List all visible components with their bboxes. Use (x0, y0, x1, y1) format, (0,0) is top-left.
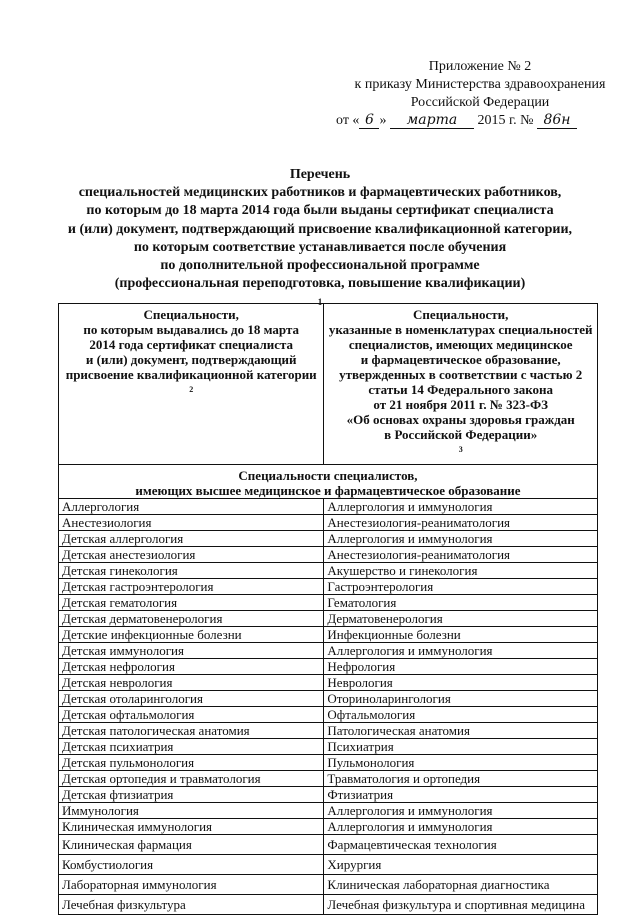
date-mid: » (379, 113, 387, 128)
footnote-mark: 2 (189, 385, 194, 394)
previous-specialty-cell: Лабораторная иммунология (59, 875, 324, 895)
table-row (59, 771, 598, 787)
table-row (59, 803, 598, 819)
table-row (59, 787, 598, 803)
header-line (62, 367, 320, 400)
table-row (59, 579, 598, 595)
previous-specialty-cell: Детская пульмонология (59, 755, 324, 771)
table-row (59, 531, 598, 547)
handwritten-month: марта (390, 112, 474, 129)
header-line: Специальности, (413, 307, 509, 322)
nomenclature-specialty-cell: Пульмонология (324, 755, 598, 771)
nomenclature-specialty-cell: Инфекционные болезни (324, 627, 598, 643)
header-line-text: в Российской Федерации» (384, 427, 538, 442)
nomenclature-specialty-cell: Нефрология (324, 659, 598, 675)
nomenclature-specialty-cell: Гематология (324, 595, 598, 611)
title-line: по которым соответствие устанавливается после обучения (133, 239, 507, 255)
nomenclature-specialty-cell: Аллергология и иммунология (324, 643, 598, 659)
previous-specialty-cell: Детская гематология (59, 595, 324, 611)
table-row (59, 563, 598, 579)
table-row (59, 835, 598, 855)
header-line-text: присвоение квалификационной категории (65, 367, 317, 382)
table-row (59, 875, 598, 895)
previous-specialty-cell: Клиническая иммунология (59, 819, 324, 835)
table-row (59, 659, 598, 675)
header-line: «Об основах охраны здоровья граждан (346, 412, 575, 427)
date-prefix: от « (336, 113, 360, 128)
title-line: и (или) документ, подтверждающий присвоение квалификационной категории, (67, 221, 573, 237)
table-row (59, 707, 598, 723)
table-row (59, 691, 598, 707)
table-row (59, 595, 598, 611)
nomenclature-specialty-cell: Лечебная физкультура и спортивная медицина (324, 895, 598, 915)
header-previous-specialties (59, 304, 324, 465)
nomenclature-specialty-cell: Аллергология и иммунология (324, 531, 598, 547)
table-row (59, 755, 598, 771)
previous-specialty-cell: Детская неврология (59, 675, 324, 691)
order-date (330, 112, 630, 130)
previous-specialty-cell: Детская нефрология (59, 659, 324, 675)
previous-specialty-cell: Детская ортопедия и травматология (59, 771, 324, 787)
table-header-row (59, 304, 598, 465)
header-line: статьи 14 Федерального закона (368, 382, 554, 397)
nomenclature-specialty-cell: Аллергология и иммунология (324, 499, 598, 515)
previous-specialty-cell: Клиническая фармация (59, 835, 324, 855)
nomenclature-specialty-cell: Травматология и ортопедия (324, 771, 598, 787)
nomenclature-specialty-cell: Хирургия (324, 855, 598, 875)
appendix-header (330, 58, 630, 130)
section-line: Специальности специалистов, (238, 468, 418, 484)
table-row (59, 675, 598, 691)
header-line: и фармацевтическое образование, (360, 352, 561, 367)
table-row (59, 739, 598, 755)
table-row (59, 819, 598, 835)
previous-specialty-cell: Детская отоларингология (59, 691, 324, 707)
nomenclature-specialty-cell: Аллергология и иммунология (324, 803, 598, 819)
title-line: специальностей медицинских работников и фармацевтических работников, (78, 185, 562, 201)
table-row (59, 515, 598, 531)
section-row (59, 465, 598, 499)
specialties-table (58, 303, 598, 915)
previous-specialty-cell: Лечебная физкультура (59, 895, 324, 915)
previous-specialty-cell: Анестезиология (59, 515, 324, 531)
previous-specialty-cell: Детская анестезиология (59, 547, 324, 563)
previous-specialty-cell: Иммунология (59, 803, 324, 819)
previous-specialty-cell: Детская офтальмология (59, 707, 324, 723)
date-year: 2015 г. № (477, 113, 534, 128)
ministry-name: Российской Федерации (410, 95, 550, 110)
nomenclature-specialty-cell: Гастроэнтерология (324, 579, 598, 595)
nomenclature-specialty-cell: Клиническая лабораторная диагностика (324, 875, 598, 895)
appendix-number: Приложение № 2 (428, 59, 532, 74)
section-line: имеющих высшее медицинское и фармацевтическое образование (135, 483, 521, 499)
handwritten-day: 6 (359, 112, 379, 129)
nomenclature-specialty-cell: Патологическая анатомия (324, 723, 598, 739)
header-nomenclature-specialties (324, 304, 598, 465)
table-row (59, 611, 598, 627)
table-row (59, 723, 598, 739)
footnote-mark: 3 (458, 445, 463, 454)
header-line: специалистов, имеющих медицинское (348, 337, 573, 352)
previous-specialty-cell: Детская психиатрия (59, 739, 324, 755)
previous-specialty-cell: Детская дерматовенерология (59, 611, 324, 627)
nomenclature-specialty-cell: Анестезиология-реаниматология (324, 515, 598, 531)
table-row (59, 499, 598, 515)
header-line: от 21 ноября 2011 г. № 323-ФЗ (373, 397, 549, 412)
previous-specialty-cell: Комбустиология (59, 855, 324, 875)
previous-specialty-cell: Детская фтизиатрия (59, 787, 324, 803)
nomenclature-specialty-cell: Фтизиатрия (324, 787, 598, 803)
table-row (59, 643, 598, 659)
previous-specialty-cell: Детские инфекционные болезни (59, 627, 324, 643)
section-title (59, 465, 598, 499)
header-line: утвержденных в соответствии с частью 2 (339, 367, 583, 382)
header-line (327, 427, 594, 460)
header-line: 2014 года сертификат специалиста (89, 337, 294, 352)
table-row (59, 627, 598, 643)
nomenclature-specialty-cell: Оториноларингология (324, 691, 598, 707)
header-line: и (или) документ, подтверждающий (85, 352, 297, 367)
order-reference: к приказу Министерства здравоохранения (354, 77, 606, 92)
previous-specialty-cell: Детская аллергология (59, 531, 324, 547)
previous-specialty-cell: Детская патологическая анатомия (59, 723, 324, 739)
title-line-text: (профессиональная переподготовка, повышение квалификации) (114, 276, 526, 292)
previous-specialty-cell: Детская гастроэнтерология (59, 579, 324, 595)
header-line: по которым выдавались до 18 марта (83, 322, 299, 337)
header-line: Специальности, (143, 307, 239, 322)
nomenclature-specialty-cell: Офтальмология (324, 707, 598, 723)
handwritten-order-number: 86н (537, 112, 577, 129)
previous-specialty-cell: Детская гинекология (59, 563, 324, 579)
nomenclature-specialty-cell: Фармацевтическая технология (324, 835, 598, 855)
title-line: по дополнительной профессиональной программе (160, 258, 480, 274)
header-line: указанные в номенклатурах специальностей (328, 322, 593, 337)
nomenclature-specialty-cell: Акушерство и гинекология (324, 563, 598, 579)
table-row (59, 855, 598, 875)
previous-specialty-cell: Аллергология (59, 499, 324, 515)
nomenclature-specialty-cell: Анестезиология-реаниматология (324, 547, 598, 563)
nomenclature-specialty-cell: Неврология (324, 675, 598, 691)
table-row (59, 547, 598, 563)
nomenclature-specialty-cell: Психиатрия (324, 739, 598, 755)
title-line: по которым до 18 марта 2014 года были выданы сертификат специалиста (86, 203, 554, 219)
previous-specialty-cell: Детская иммунология (59, 643, 324, 659)
title-heading: Перечень (289, 167, 351, 182)
nomenclature-specialty-cell: Аллергология и иммунология (324, 819, 598, 835)
document-title (40, 166, 600, 317)
nomenclature-specialty-cell: Дерматовенерология (324, 611, 598, 627)
footnote-mark: 1 (317, 297, 323, 308)
